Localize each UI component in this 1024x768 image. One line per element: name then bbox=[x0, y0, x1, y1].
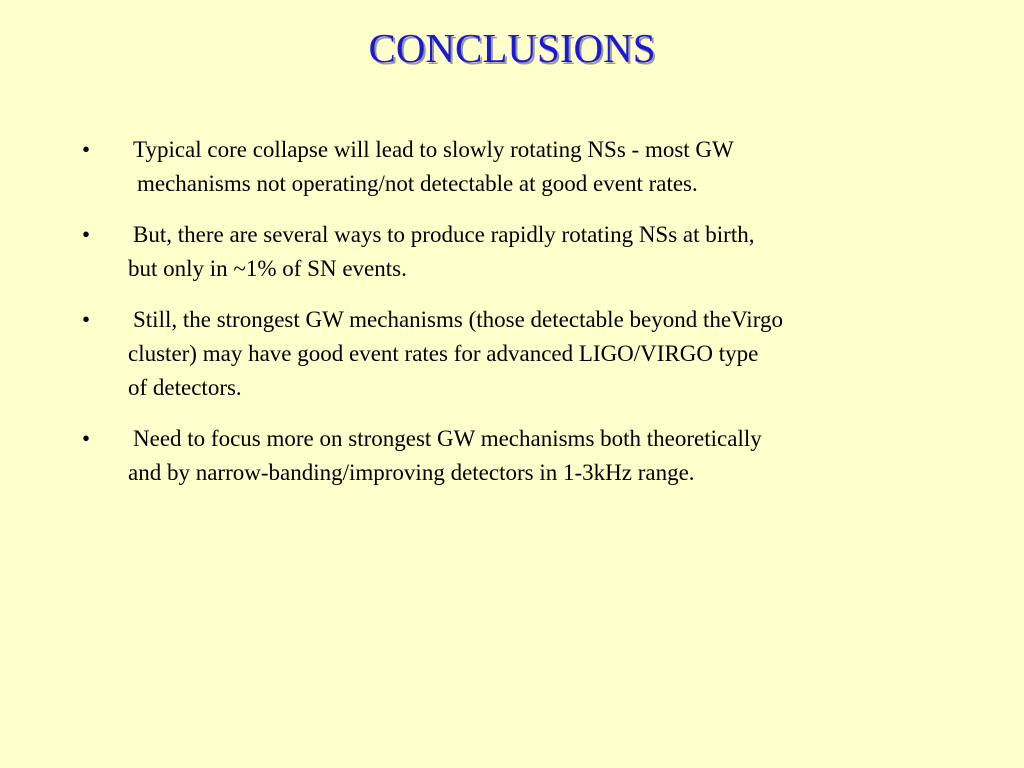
slide-title: CONCLUSIONS bbox=[368, 25, 656, 71]
bullet-text-line: Still, the strongest GW mechanisms (those detectable beyond theVirgo bbox=[133, 307, 783, 332]
bullet-point-icon: • bbox=[82, 137, 91, 162]
bullet-text-line: but only in ~1% of SN events. bbox=[128, 256, 407, 281]
bullet-item bbox=[0, 218, 1024, 286]
bullet-text-line: of detectors. bbox=[128, 375, 242, 400]
bullet-text-line: Need to focus more on strongest GW mechanisms both theoretically bbox=[133, 426, 762, 451]
bullet-text-line: But, there are several ways to produce rapidly rotating NSs at birth, bbox=[133, 222, 755, 247]
bullet-item bbox=[0, 422, 1024, 490]
bullet-list bbox=[0, 133, 1024, 507]
bullet-point-icon: • bbox=[82, 222, 91, 247]
bullet-text-line: and by narrow-banding/improving detectors in 1-3kHz range. bbox=[128, 460, 695, 485]
bullet-text-line: cluster) may have good event rates for advanced LIGO/VIRGO type bbox=[128, 341, 759, 366]
bullet-point-icon: • bbox=[82, 307, 91, 332]
bullet-item bbox=[0, 303, 1024, 405]
bullet-point-icon: • bbox=[82, 426, 91, 451]
bullet-item bbox=[0, 133, 1024, 201]
bullet-text-line: Typical core collapse will lead to slowly rotating NSs - most GW bbox=[133, 137, 734, 162]
bullet-text-line: mechanisms not operating/not detectable at good event rates. bbox=[137, 171, 698, 196]
